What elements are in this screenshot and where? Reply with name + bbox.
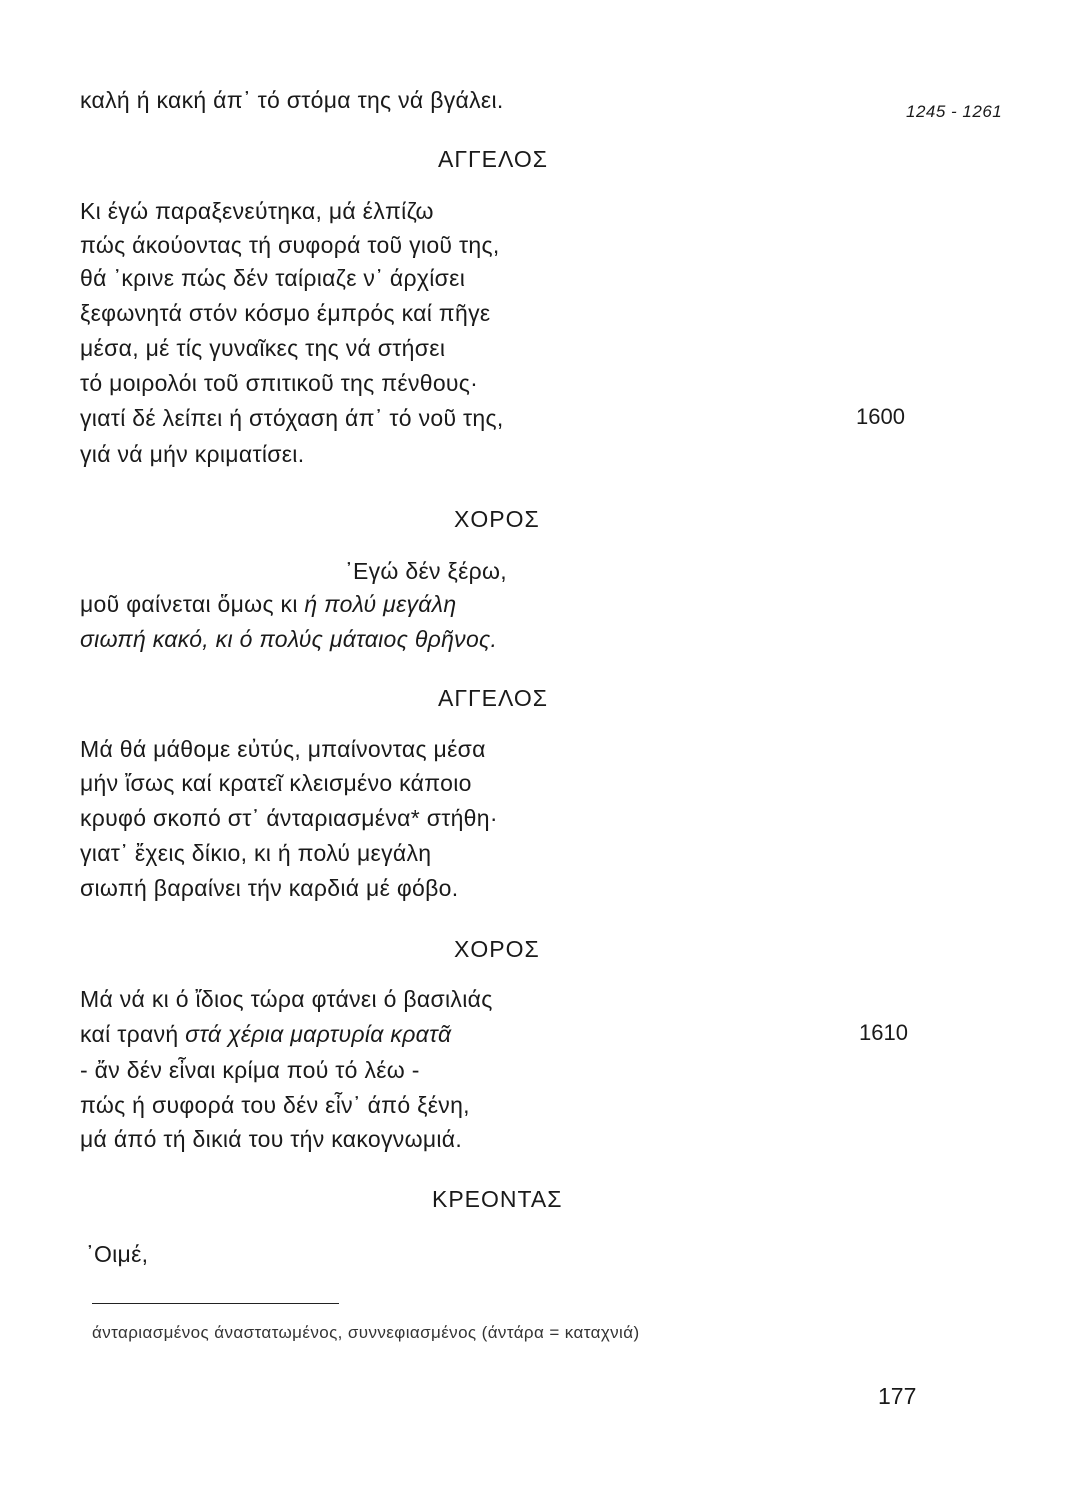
verse-line: θά ᾽κρινε πώς δέν ταίριαζε ν᾽ άρχίσει [80,265,466,291]
verse-line: Κι έγώ παραξενεύτηκα, μά έλπίζω [80,198,434,224]
verse-line: - ἄν δέν εἶναι κρίμα πού τό λέω - [80,1057,420,1083]
speaker-name: ΑΓΓΕΛΟΣ [438,685,549,711]
verse-line: γιατ᾽ ἔχεις δίκιο, κι ή πολύ μεγάλη [80,840,432,866]
verse-line: γιά νά μήν κριματίσει. [80,441,305,467]
verse-line: πώς άκούοντας τή συφορά τοῦ γιοῦ της, [80,232,500,258]
verse-line: καλή ή κακή άπ᾽ τό στόμα της νά βγάλει. [80,87,504,113]
verse-text: καί τρανή [80,1021,186,1047]
verse-italic: ή πολύ μεγάλη [304,591,457,617]
line-range: 1245 - 1261 [906,102,1003,121]
speaker-name: ΧΟΡΟΣ [454,936,540,962]
verse-line: πώς ή συφορά του δέν εἶν᾽ άπό ξένη, [80,1092,470,1118]
speaker-name: ΑΓΓΕΛΟΣ [438,146,549,172]
verse-line: κρυφό σκοπό στ᾽ άνταριασμένα* στήθη· [80,805,498,831]
verse-line: Μά νά κι ό ἴδιος τώρα φτάνει ό βασιλιάς [80,986,493,1012]
verse-line: ξεφωνητά στόν κόσμο έμπρός καί πῆγε [80,300,491,326]
verse-text: μοῦ φαίνεται ὅμως κι [80,591,305,617]
verse-line: ᾽Οιμέ, [86,1241,149,1267]
verse-line: μά άπό τή δικιά του τήν κακογνωμιά. [80,1126,463,1152]
verse-italic: σιωπή κακό, κι ό πολύς μάταιος θρῆνος. [80,626,498,652]
verse-line [80,590,456,618]
verse-line: μέσα, μέ τίς γυναῖκες της νά στήσει [80,335,446,361]
speaker-name: ΧΟΡΟΣ [454,506,540,532]
verse-line: γιατί δέ λείπει ή στόχαση άπ᾽ τό νοῦ της, [80,405,504,431]
verse-line [80,1020,451,1048]
verse-line: μήν ἴσως καί κρατεῖ κλεισμένο κάποιο [80,770,472,796]
verse-italic: στά χέρια μαρτυρία κρατᾶ [185,1021,452,1047]
speaker-name: ΚΡΕΟΝΤΑΣ [432,1186,563,1212]
verse-line [80,625,497,653]
page-number: 177 [878,1383,917,1409]
footnote-divider [92,1303,339,1304]
verse-line: ᾽Εγώ δέν ξέρω, [345,558,507,584]
verse-line: τό μοιρολόι τοῦ σπιτικοῦ της πένθους· [80,370,479,396]
verse-line: σιωπή βαραίνει τήν καρδιά μέ φόβο. [80,875,459,901]
footnote: άνταριασμένος άναστατωμένος, συννεφιασμένος (άντάρα = καταχνιά) [92,1323,640,1342]
verse-line: Μά θά μάθομε εὐτύς, μπαίνοντας μέσα [80,736,486,762]
line-number: 1610 [859,1020,908,1045]
line-number: 1600 [856,404,905,429]
